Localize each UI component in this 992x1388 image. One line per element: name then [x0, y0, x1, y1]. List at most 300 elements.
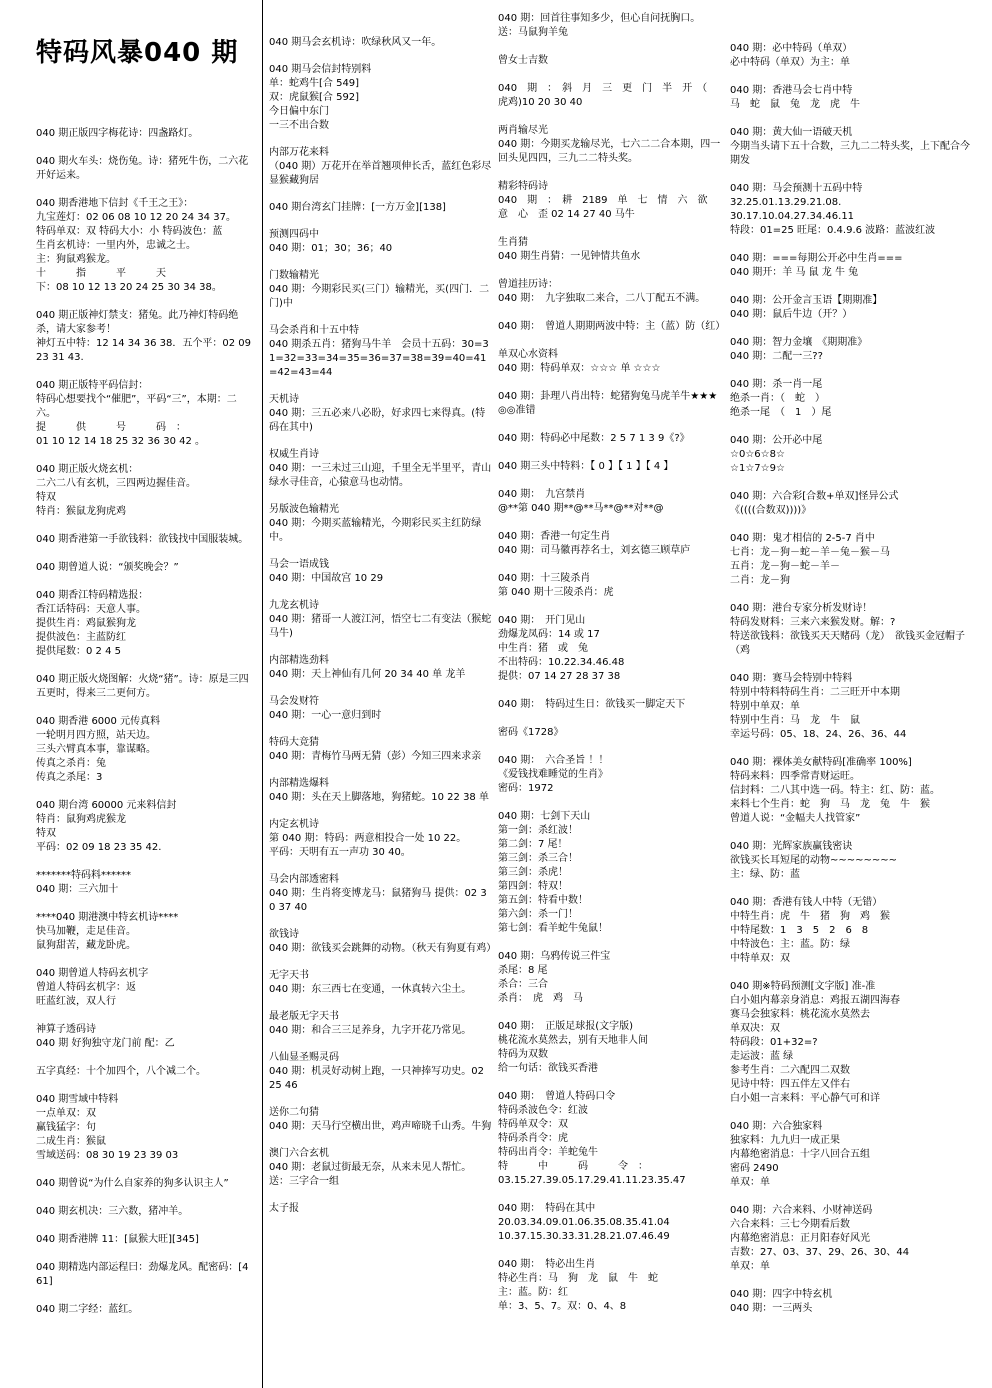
- text-block: [36, 463, 254, 519]
- text-line: 神灯五中特：12 14 34 36 38．五个平：02 09 23 31 43.: [36, 338, 255, 363]
- text-line: 提供波色：主蓝防红: [36, 632, 126, 643]
- text-line: 第三剑：杀三合！: [498, 853, 578, 864]
- text-line: 040 期：回首往事知多少，但心自问抚胸口。: [498, 13, 701, 24]
- text-line: 第四剑：特双！: [498, 881, 568, 892]
- text-line: 040 期：二配一三??: [730, 351, 823, 362]
- text-block: [498, 320, 726, 334]
- text-line: 040 期二字经：蓝红。: [36, 1304, 139, 1315]
- text-line: 太子报: [269, 1203, 299, 1214]
- text-line: 03.15.27.39.05.17.29.41.11.23.35.47: [498, 1175, 686, 1186]
- text-line: 传真之杀尾：3: [36, 772, 103, 783]
- text-block: [498, 432, 722, 446]
- text-block: [730, 42, 976, 70]
- text-line: 特必生肖：马 狗 龙 鼠 牛 蛇: [498, 1273, 658, 1284]
- text-line: 第一剑：杀红波！: [498, 825, 578, 836]
- text-line: 040 期： 特码过生日：欲钱买一脚定天下: [498, 699, 686, 710]
- text-line: 内部精选爆料: [269, 778, 329, 789]
- text-block: [36, 379, 254, 449]
- text-line: 白小姐一言来料：平心静气可和详: [730, 1093, 880, 1104]
- text-line: 特码段：01+32=?: [730, 1037, 818, 1048]
- text-line: 040 期曾道人说：“颁奖晚会？”: [36, 562, 179, 573]
- text-line: 040 期：鬼才相信的 2-5-7 肖中: [730, 533, 875, 544]
- column-2-blocks: [269, 36, 497, 1216]
- text-line: 旺蓝红波，双人行: [36, 996, 116, 1007]
- text-line: 必中特码（单双）为主：单: [730, 57, 850, 68]
- text-line: 中生肖：猪 或 兔: [498, 643, 588, 654]
- text-block: [36, 967, 254, 1009]
- text-block: [730, 378, 976, 420]
- text-line: 040 期：三五必来八必盼，好求四七来得真。(特码在其中): [269, 408, 486, 433]
- text-block: [36, 1303, 254, 1317]
- text-line: 040 期：天上神仙有几何 20 34 40 单 龙羊: [269, 669, 466, 680]
- text-line: 040 期曾道人特码玄机字: [36, 968, 149, 979]
- text-line: 040 期：老鼠过街最无奈，从来未见人帮忙。 送：三字合一组: [269, 1162, 475, 1187]
- text-line: 曾道人特码玄机字：返: [36, 982, 136, 993]
- text-line: 040 期：三六加十: [36, 884, 119, 895]
- text-line: 040 期正版火烧图解：火烧“猪”。诗：原是三四五更时，得来三二更何方。: [36, 674, 249, 699]
- text-line: 九龙玄机诗: [269, 600, 319, 611]
- text-block: [269, 654, 492, 682]
- text-line: 精彩特码诗: [498, 181, 548, 192]
- text-block: [498, 236, 722, 264]
- text-line: 040 期： 六合圣旨 ！！: [498, 755, 609, 766]
- text-line: 特码单双：双 特码大小：小 特码波色：蓝: [36, 226, 223, 237]
- text-line: 内定玄机诗: [269, 819, 319, 830]
- text-line: 杀合：三合: [498, 979, 548, 990]
- text-line: 中特单双：双: [730, 953, 790, 964]
- text-line: 绝杀一肖：（ 蛇 ）: [730, 393, 825, 404]
- text-line: 040 期正版火烧玄机：: [36, 464, 139, 475]
- text-block: [730, 336, 976, 364]
- text-line: 040 期：光辉家族赢钱密诀: [730, 841, 853, 852]
- text-line: 040 期：港台专家分析发财诗！: [730, 603, 873, 614]
- text-line: 040 期：今期彩民买(三门）输精光，买(四门．二门)中: [269, 284, 490, 309]
- text-line: 送：马鼠狗羊兔: [498, 27, 568, 38]
- text-line: 预测四码中: [269, 229, 319, 240]
- text-line: 二六二八有玄机，三四两边握佳音。: [36, 478, 196, 489]
- text-line: 七肖：龙－狗－蛇－羊－兔－猴－马: [730, 547, 890, 558]
- text-block: [498, 810, 722, 936]
- text-line: 040 期：杀一肖一尾: [730, 379, 823, 390]
- text-line: 马会发财符: [269, 696, 319, 707]
- text-line: 主：狗鼠鸡猴龙。: [36, 254, 116, 265]
- text-line: 040 期 ： 斜 月 三 更 门 半 开 （ 虎鸡)10 20 30 40: [498, 83, 718, 108]
- text-line: 澳门六合玄机: [269, 1148, 329, 1159]
- text-line: 绝杀一尾 （ 1 ）尾: [730, 407, 832, 418]
- text-line: 最老版无字天书: [269, 1011, 339, 1022]
- text-line: 神算子透码诗: [36, 1024, 96, 1035]
- text-block: [269, 146, 492, 188]
- text-block: [269, 503, 492, 545]
- text-line: 040 期台湾玄门挂牌：[一方万金][138]: [269, 202, 446, 213]
- text-line: 040 期： 九宫禁肖: [498, 489, 586, 500]
- text-line: 密码 2490: [730, 1163, 779, 1174]
- text-line: 040 期杀五肖：猪狗马牛羊 会员十五码：30=31=32=33=34=35=36=37=38=39=40=41=42=43=44: [269, 339, 489, 378]
- text-line: 九宝莲灯：02 06 08 10 12 20 24 34 37。: [36, 212, 236, 223]
- text-block: [730, 1288, 976, 1316]
- text-line: 走运波：蓝 绿: [730, 1051, 794, 1062]
- text-block: [36, 589, 254, 659]
- text-line: 040 期：智力金壤 《期期准》: [730, 337, 868, 348]
- text-line: 八仙显圣赐灵码: [269, 1052, 339, 1063]
- text-block: [730, 126, 976, 168]
- text-line: 第六剑：杀一门！: [498, 909, 578, 920]
- text-line: 特码心想要找个“催肥”，平码“三”，本期：二六。: [36, 394, 237, 419]
- text-line: 二肖：龙－狗: [730, 575, 790, 586]
- text-line: 二成生肖：猴鼠: [36, 1136, 106, 1147]
- text-line: 杀尾：8 尾: [498, 965, 548, 976]
- text-block: [269, 269, 492, 311]
- text-line: 特肖：猴鼠龙狗虎鸡: [36, 506, 126, 517]
- text-block: [36, 1261, 254, 1289]
- text-block: [269, 63, 492, 133]
- text-line: 中特波色：主：蓝。防：绿: [730, 939, 850, 950]
- text-block: [36, 309, 254, 365]
- text-line: 040 期：六合来料、小财神送码: [730, 1205, 873, 1216]
- text-line: 040 期：香港一句定生肖: [498, 531, 611, 542]
- text-block: [269, 1051, 492, 1093]
- text-line: 040 期正版四字梅花诗：四盏路灯。: [36, 128, 199, 139]
- text-line: 040 期香江特码精选报：: [36, 590, 149, 601]
- text-line: 门数输精光: [269, 270, 319, 281]
- text-line: 040 期：猪哥一人渡江河，悟空七二有变法（猴蛇马牛): [269, 614, 492, 639]
- text-line: 快马加鞭，走足佳音。: [36, 926, 136, 937]
- text-line: 040 期香港 6000 元传真料: [36, 716, 161, 727]
- text-line: ☆1☆7☆9☆: [730, 463, 785, 474]
- column-2: [262, 0, 498, 1388]
- text-line: 主：蓝。防：红: [498, 1287, 568, 1298]
- text-line: 特码发财料：三来六来猴发财。解：?: [730, 617, 896, 628]
- text-block: [36, 155, 254, 183]
- text-line: 今日偏中东门: [269, 106, 329, 117]
- text-line: 040 期：机灵好动树上跑，一只神捧写功史。02 25 46: [269, 1066, 488, 1091]
- text-line: 040 期火车头：烧伤兔。诗：猪死牛伤，二六花开好运来。: [36, 156, 249, 181]
- text-block: [498, 1020, 722, 1076]
- text-line: ☆0☆6☆8☆: [730, 449, 785, 460]
- text-block: [730, 672, 976, 742]
- page-title: 特码风暴040 期: [36, 38, 239, 68]
- text-block: [36, 1177, 254, 1191]
- text-line: 040 期：今期买龙输尽光，七六二二合本期，四一回头见四四，三九二二特头奖。: [498, 139, 721, 164]
- text-block: [36, 1023, 254, 1051]
- text-line: 040 期：六合独家料: [730, 1121, 823, 1132]
- text-line: 白小姐内幕亲身消息：鸡报五湖四海春: [730, 995, 900, 1006]
- text-block: [269, 324, 492, 380]
- text-line: 040 期：一三未过三山迎，千里全无半里平，青山绿水寻佳音，心猿意马也动情。: [269, 463, 492, 488]
- text-line: 中特尾数：1 3 5 2 6 8: [730, 925, 869, 936]
- text-line: 提 供 号 码 ：: [36, 422, 186, 433]
- text-line: 040 期： 特码在其中: [498, 1203, 596, 1214]
- text-line: 040 期：马会预测十五码中特: [730, 183, 863, 194]
- text-line: 提供生肖：鸡鼠猴狗龙: [36, 618, 136, 629]
- text-line: 特别中单双：单: [730, 701, 800, 712]
- column-3: [498, 0, 728, 1388]
- text-line: 第七剑：看羊蛇牛兔鼠！: [498, 923, 608, 934]
- text-block: [36, 197, 254, 295]
- text-block: [36, 799, 254, 855]
- column-3-blocks: [498, 12, 726, 1314]
- text-line: 040 期三头中特料：【 0 】【 1 】【 4 】: [498, 461, 674, 472]
- text-line: 特别中生肖：马 龙 牛 鼠: [730, 715, 860, 726]
- text-line: 下：08 10 12 13 20 24 25 30 34 38。: [36, 282, 222, 293]
- text-line: 040 期：和合三三足养身，九字开花乃常见。: [269, 1025, 472, 1036]
- text-block: [36, 911, 254, 953]
- text-block: [36, 673, 254, 701]
- text-line: 传真之杀肖：兔: [36, 758, 106, 769]
- text-block: [498, 726, 722, 740]
- text-block: [730, 602, 976, 658]
- text-line: 040 期： 正版足球报(文字版): [498, 1021, 634, 1032]
- text-line: 040 期：公开必中尾: [730, 435, 823, 446]
- text-line: 欲钱买长耳短尾的动物~~~~~~~~: [730, 855, 898, 866]
- text-block: [36, 127, 254, 141]
- text-block: [269, 393, 492, 435]
- text-line: 第二剑：7 尾！: [498, 839, 568, 850]
- text-line: 主：绿、防：蓝: [730, 869, 800, 880]
- text-line: 天机诗: [269, 394, 299, 405]
- text-line: 040 期 ： 耕 2189 单 七 情 六 欲 意 心 歪 02 14 27 40 马牛: [498, 195, 718, 220]
- text-line: 今期当头请下五十合数，三九二二特头奖，上下配合今期发: [730, 141, 970, 166]
- text-line: 幸运号码：05、18、24、26、36、44: [730, 729, 907, 740]
- text-line: 040 期：七剑下天山: [498, 811, 591, 822]
- text-line: 双：虎鼠猴[合 592]: [269, 92, 360, 103]
- text-block: [498, 950, 722, 1006]
- text-line: 特 中 码 令 ：: [498, 1161, 648, 1172]
- text-line: 040 期雪域中特料: [36, 1094, 119, 1105]
- text-line: 040 期马会信封特别料: [269, 64, 372, 75]
- text-line: *******特码料******: [36, 870, 131, 881]
- text-line: 040 期香港第一手欲钱料：欲钱找中国服装城。: [36, 534, 249, 545]
- text-line: 040 期：青梅竹马两无猜（彭）今知三四来求亲: [269, 751, 482, 762]
- text-line: 内部万花来料: [269, 147, 329, 158]
- text-line: 20.03.34.09.01.06.35.08.35.41.04: [498, 1217, 670, 1228]
- text-block: [269, 928, 497, 956]
- text-line: 040 期精选内部运程曰：劲爆龙风。配密码：[461]: [36, 1262, 249, 1287]
- text-line: 内部精选劲料: [269, 655, 329, 666]
- text-line: 另版波色输精光: [269, 504, 339, 515]
- text-line: 特码大竞猜: [269, 737, 319, 748]
- text-line: 桃花流水莫然去，别有天地非人间: [498, 1035, 648, 1046]
- text-line: 特肖：鼠狗鸡虎猴龙: [36, 814, 126, 825]
- text-block: [269, 736, 492, 764]
- text-line: 曾道人说：“金幅夫人找管家”: [730, 813, 861, 824]
- text-line: 六合来料：三七今期看后数: [730, 1219, 850, 1230]
- text-line: 040 期：卦理八肖出特：蛇猪狗兔马虎羊牛★★★◎◎准错: [498, 391, 718, 416]
- text-line: 040 期： 曾道人特码口令: [498, 1091, 616, 1102]
- text-block: [498, 12, 722, 40]
- text-line: 040 期香港地下信封《千王之王》：: [36, 198, 194, 209]
- text-block: [498, 278, 722, 306]
- text-block: [730, 490, 976, 518]
- text-line: 特段：01=25 旺尾：0.4.9.6 波路：蓝波红波: [730, 225, 936, 236]
- text-block: [269, 228, 492, 256]
- text-line: 五字真经：十个加四个，八个减二个。: [36, 1066, 206, 1077]
- text-line: 吉数：27、03、37、29、26、30、44: [730, 1247, 910, 1258]
- column-4: [728, 0, 992, 1388]
- text-line: 040 期：乌鸦传说三件宝: [498, 951, 611, 962]
- text-line: 内幕绝密消息：十字八回合五组: [730, 1149, 870, 1160]
- text-line: 信封料：二八其中选一码。特主：红、防：蓝。: [730, 785, 940, 796]
- text-line: 《((((合数双))))》: [730, 505, 812, 516]
- text-line: 040 期：必中特码（单双）: [730, 43, 853, 54]
- text-line: 不出特码：10.22.34.46.48: [498, 657, 625, 668]
- text-line: 特码单双令：双: [498, 1119, 568, 1130]
- text-line: 040 期玄机决：三六数，猪冲羊。: [36, 1206, 189, 1217]
- text-block: [730, 756, 976, 826]
- text-block: [730, 252, 976, 280]
- text-block: [269, 777, 492, 805]
- text-line: 040 期：头在天上脚落地，狗猪蛇。10 22 38 单: [269, 792, 489, 803]
- text-line: 香江话特码：天意人事。: [36, 604, 146, 615]
- text-line: ****040 期港澳中特玄机诗****: [36, 912, 179, 923]
- text-line: 第 040 期：特码：两意相投合一处 10 22。: [269, 833, 467, 844]
- text-line: 10.37.15.30.33.31.28.21.07.46.49: [498, 1231, 670, 1242]
- text-line: 040 期：===每期公开必中生肖===: [730, 253, 903, 264]
- text-line: 040 期：东三西七在变通，一休真转六尘土。: [269, 984, 472, 995]
- text-block: [498, 572, 722, 600]
- text-block: [730, 84, 976, 112]
- text-block: [269, 558, 492, 586]
- text-line: 平码：天明有五一声功 30 40。: [269, 847, 411, 858]
- text-line: 单双决：双: [730, 1023, 780, 1034]
- text-block: [498, 348, 722, 376]
- text-line: 第 040 期十三陵杀肖：虎: [498, 587, 614, 598]
- text-block: [36, 1205, 254, 1219]
- text-block: [730, 1204, 976, 1274]
- text-block: [269, 36, 492, 50]
- text-block: [269, 818, 492, 860]
- text-line: 单：3、5、7。双：0、4、8: [498, 1301, 627, 1312]
- text-block: [36, 533, 254, 547]
- text-line: 040 期正版特平码信封：: [36, 380, 149, 391]
- text-block: [730, 434, 976, 476]
- text-block: [498, 1090, 722, 1188]
- text-line: 040 期：一三两头: [730, 1303, 813, 1314]
- text-block: [730, 840, 976, 882]
- text-line: 特别中特料特码生肖：二三旺开中本期: [730, 687, 900, 698]
- text-line: 无字天书: [269, 970, 309, 981]
- text-line: 040 期：天马行空横出世，鸡声啼晓千山秀。牛狗: [269, 1121, 492, 1132]
- text-line: 两肖输尽光: [498, 125, 548, 136]
- text-line: 杀肖： 虎 鸡 马: [498, 993, 583, 1004]
- text-line: 《爱钱找难睡觉的生肖》: [498, 769, 608, 780]
- text-line: 马会杀肖和十五中特: [269, 325, 359, 336]
- text-line: 040 期：生肖将变博龙马：鼠猪狗马 提供：02 30 37 40: [269, 888, 487, 913]
- text-line: 01 10 12 14 18 25 32 36 30 42 。: [36, 436, 206, 447]
- text-line: 参考生肖：二六配四二双数: [730, 1065, 850, 1076]
- text-block: [269, 201, 492, 215]
- text-line: 040 期： 特必出生肖: [498, 1259, 596, 1270]
- text-line: 平码：02 09 18 23 35 42.: [36, 842, 162, 853]
- text-line: 040 期香港牌 11：[鼠猴大旺][345]: [36, 1234, 199, 1245]
- text-line: @**第 040 期**@**马**@**对**@: [498, 503, 664, 514]
- text-line: 040 期：香港有钱人中特（无错）: [730, 897, 883, 908]
- text-line: 040 期：中国故宫 10 29: [269, 573, 384, 584]
- text-block: [498, 488, 722, 516]
- text-line: 特码来料：四季常青财运旺。: [730, 771, 860, 782]
- text-line: 040 期：今期买蓝输精光，今期彩民买主红防绿中。: [269, 518, 482, 543]
- text-block: [36, 715, 254, 785]
- text-line: 送你二句猜: [269, 1107, 319, 1118]
- text-block: [730, 182, 976, 238]
- text-line: 第三剑：杀虎！: [498, 867, 568, 878]
- text-line: 040 期：香港马会七肖中特: [730, 85, 853, 96]
- text-block: [269, 1106, 492, 1134]
- text-block: [498, 530, 722, 558]
- text-line: 给一句话：欲钱买香港: [498, 1063, 598, 1074]
- text-block: [269, 599, 492, 641]
- text-line: 第五剑：特看中数！: [498, 895, 588, 906]
- text-line: 特码为双数: [498, 1049, 548, 1060]
- text-block: [730, 1120, 976, 1190]
- text-line: 见诗中特：四五伴左又伴右: [730, 1079, 850, 1090]
- text-line: 040 期※特码预测[文字版] 准-准: [730, 981, 876, 992]
- text-line: 五肖：龙－狗－蛇－羊－: [730, 561, 840, 572]
- text-line: 040 期开：羊 马 鼠 龙 牛 兔: [730, 267, 859, 278]
- text-block: [36, 1233, 254, 1247]
- text-line: 中特生肖：虎 牛 猪 狗 鸡 猴: [730, 911, 890, 922]
- text-line: 040 期马会玄机诗：吹绿秋风又一年。: [269, 37, 442, 48]
- text-line: 特码杀波色令：红波: [498, 1105, 588, 1116]
- text-block: [36, 1065, 254, 1079]
- text-block: [730, 294, 976, 322]
- text-block: [269, 695, 492, 723]
- text-line: （040 期）万花开在举首翘项伸长舌，蓝红色彩尽显猴藏狗居: [269, 161, 492, 186]
- text-block: [730, 896, 976, 966]
- text-line: 生肖玄机诗：一里内外，忠诚之士。: [36, 240, 196, 251]
- text-line: 040 期曾说“为什么自家养的狗多认识主人”: [36, 1178, 229, 1189]
- text-line: 提供尾数：0 2 4 5: [36, 646, 121, 657]
- text-block: [498, 754, 722, 796]
- text-line: 040 期台湾 60000 元来料信封: [36, 800, 177, 811]
- text-line: 马 蛇 鼠 兔 龙 虎 牛: [730, 99, 860, 110]
- text-line: 040 期 好狗独守龙门前 配：乙: [36, 1038, 175, 1049]
- text-line: 单双：单: [730, 1177, 770, 1188]
- text-line: 32.25.01.13.29.21.08.: [730, 197, 842, 208]
- text-block: [36, 1093, 254, 1163]
- text-line: 040 期：司马徽再荐名士，刘玄德三顾草庐: [498, 545, 691, 556]
- text-block: [36, 869, 254, 897]
- column-1-blocks: [36, 127, 254, 1317]
- text-line: 曾女士吉数: [498, 55, 548, 66]
- text-line: 一轮明月四方照，站天边。: [36, 730, 156, 741]
- text-line: 040 期：赛马会特别中特料: [730, 673, 853, 684]
- text-line: 040 期：特码必中尾数：2 5 7 1 3 9《?》: [498, 433, 690, 444]
- text-line: 来料七个生肖：蛇 狗 马 龙 兔 牛 猴: [730, 799, 930, 810]
- column-4-blocks: [730, 42, 976, 1316]
- text-line: 马会一语成钱: [269, 559, 329, 570]
- text-line: 040 期：鼠后牛边（开？）: [730, 309, 853, 320]
- text-line: 040 期正版神灯禁支：猪兔。此乃神灯特码绝杀，请大家参考！: [36, 310, 239, 335]
- text-line: 30.17.10.04.27.34.46.11: [730, 211, 855, 222]
- text-block: [498, 460, 722, 474]
- text-block: [269, 1010, 492, 1038]
- text-block: [498, 390, 722, 418]
- text-block: [36, 561, 254, 575]
- text-line: 雪域送码：08 30 19 23 39 03: [36, 1150, 179, 1161]
- text-line: 单双：单: [730, 1261, 770, 1272]
- text-block: [730, 980, 976, 1106]
- text-line: 040 期：六合彩[合数+单双]怪异公式: [730, 491, 899, 502]
- text-line: 特双: [36, 492, 56, 503]
- text-block: [498, 54, 722, 68]
- text-block: [269, 873, 492, 915]
- text-line: 内幕绝密消息：正月阳春好风光: [730, 1233, 870, 1244]
- text-line: 马会内部透密料: [269, 874, 339, 885]
- text-block: [498, 180, 722, 222]
- text-line: 赛马会独家料：桃花流水莫然去: [730, 1009, 870, 1020]
- text-block: [498, 1258, 722, 1314]
